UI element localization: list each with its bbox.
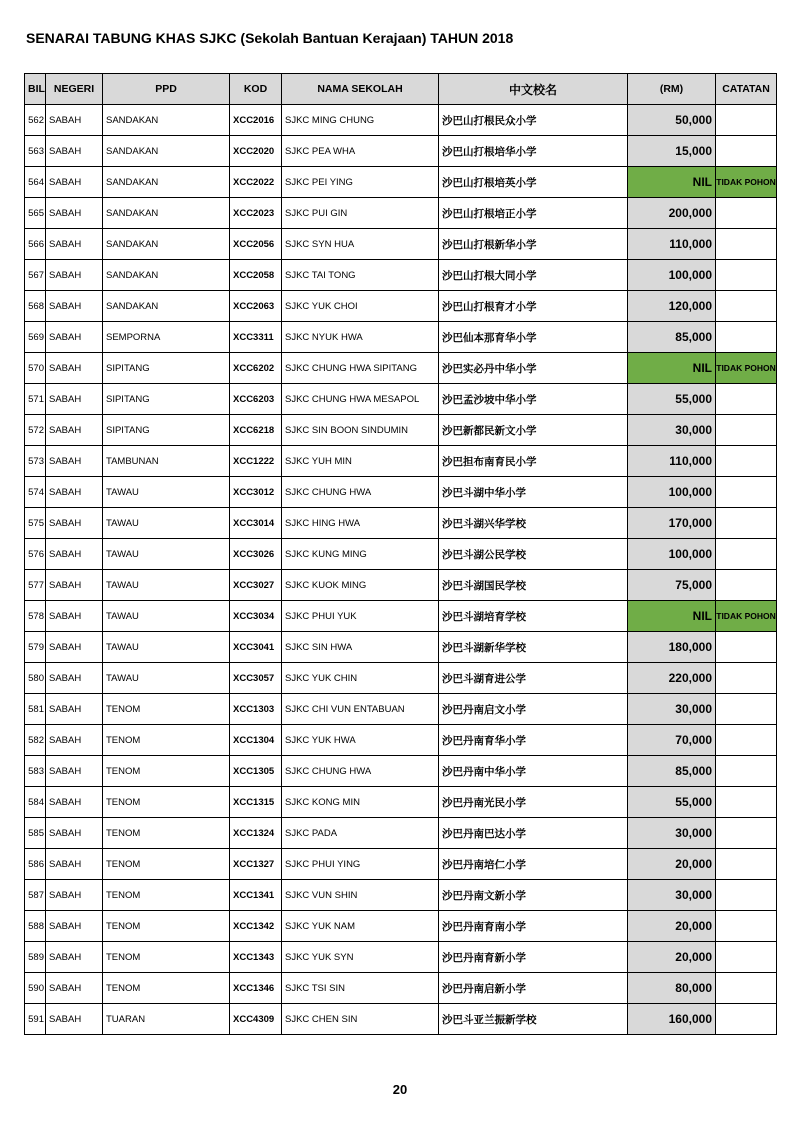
cell-ppd: TAWAU [103, 539, 230, 570]
cell-nama-sekolah: SJKC SIN BOON SINDUMIN [282, 415, 439, 446]
cell-amount: 200,000 [628, 198, 716, 229]
cell-amount: 30,000 [628, 880, 716, 911]
table-row [25, 136, 777, 167]
cell-negeri: SABAH [46, 725, 103, 756]
cell-kod: XCC1343 [230, 942, 282, 973]
cell-kod: XCC3014 [230, 508, 282, 539]
table-row [25, 694, 777, 725]
cell-bil: 570 [25, 353, 46, 384]
cell-negeri: SABAH [46, 291, 103, 322]
cell-amount: 20,000 [628, 849, 716, 880]
cell-ppd: TAWAU [103, 632, 230, 663]
cell-nama-sekolah: SJKC CHI VUN ENTABUAN [282, 694, 439, 725]
table-row [25, 725, 777, 756]
cell-ppd: TAWAU [103, 601, 230, 632]
cell-catatan [716, 911, 777, 942]
cell-negeri: SABAH [46, 415, 103, 446]
cell-chinese-name: 沙巴丹南育华小学 [439, 725, 628, 756]
cell-ppd: SANDAKAN [103, 167, 230, 198]
cell-bil: 588 [25, 911, 46, 942]
cell-catatan [716, 508, 777, 539]
table-row [25, 756, 777, 787]
cell-nama-sekolah: SJKC KONG MIN [282, 787, 439, 818]
cell-bil: 590 [25, 973, 46, 1004]
cell-catatan: TIDAK POHON [716, 601, 777, 632]
cell-catatan [716, 942, 777, 973]
cell-amount: 120,000 [628, 291, 716, 322]
cell-catatan [716, 1004, 777, 1035]
table-row [25, 570, 777, 601]
cell-kod: XCC3026 [230, 539, 282, 570]
cell-amount: 75,000 [628, 570, 716, 601]
cell-chinese-name: 沙巴斗湖中华小学 [439, 477, 628, 508]
cell-ppd: TAMBUNAN [103, 446, 230, 477]
cell-catatan [716, 818, 777, 849]
cell-kod: XCC6202 [230, 353, 282, 384]
cell-chinese-name: 沙巴山打根大同小学 [439, 260, 628, 291]
cell-amount: 100,000 [628, 260, 716, 291]
cell-ppd: SANDAKAN [103, 198, 230, 229]
cell-amount: 220,000 [628, 663, 716, 694]
cell-chinese-name: 沙巴山打根培正小学 [439, 198, 628, 229]
col-header-bil: BIL [25, 74, 46, 105]
cell-nama-sekolah: SJKC CHUNG HWA [282, 477, 439, 508]
table-row [25, 1004, 777, 1035]
cell-ppd: TAWAU [103, 663, 230, 694]
cell-bil: 584 [25, 787, 46, 818]
cell-bil: 586 [25, 849, 46, 880]
cell-catatan [716, 291, 777, 322]
cell-chinese-name: 沙巴担布南育民小学 [439, 446, 628, 477]
cell-amount: 20,000 [628, 942, 716, 973]
cell-kod: XCC2063 [230, 291, 282, 322]
table-row [25, 353, 777, 384]
cell-ppd: SIPITANG [103, 415, 230, 446]
cell-negeri: SABAH [46, 136, 103, 167]
cell-bil: 568 [25, 291, 46, 322]
cell-catatan [716, 787, 777, 818]
cell-negeri: SABAH [46, 260, 103, 291]
cell-kod: XCC3311 [230, 322, 282, 353]
table-row [25, 942, 777, 973]
cell-amount: 55,000 [628, 384, 716, 415]
table-row [25, 818, 777, 849]
cell-kod: XCC1303 [230, 694, 282, 725]
cell-amount: NIL [628, 601, 716, 632]
cell-amount: 100,000 [628, 539, 716, 570]
cell-catatan [716, 694, 777, 725]
cell-catatan [716, 384, 777, 415]
cell-nama-sekolah: SJKC CHUNG HWA MESAPOL [282, 384, 439, 415]
table-row [25, 322, 777, 353]
cell-bil: 576 [25, 539, 46, 570]
cell-nama-sekolah: SJKC YUK CHOI [282, 291, 439, 322]
cell-negeri: SABAH [46, 818, 103, 849]
cell-negeri: SABAH [46, 601, 103, 632]
cell-negeri: SABAH [46, 694, 103, 725]
cell-bil: 575 [25, 508, 46, 539]
cell-nama-sekolah: SJKC KUNG MING [282, 539, 439, 570]
table-row [25, 508, 777, 539]
cell-chinese-name: 沙巴斗湖兴华学校 [439, 508, 628, 539]
cell-bil: 585 [25, 818, 46, 849]
cell-amount: 110,000 [628, 446, 716, 477]
cell-catatan [716, 136, 777, 167]
cell-bil: 581 [25, 694, 46, 725]
cell-chinese-name: 沙巴斗亚兰振新学校 [439, 1004, 628, 1035]
cell-negeri: SABAH [46, 663, 103, 694]
cell-kod: XCC3034 [230, 601, 282, 632]
cell-bil: 587 [25, 880, 46, 911]
cell-ppd: TAWAU [103, 477, 230, 508]
cell-catatan [716, 415, 777, 446]
cell-nama-sekolah: SJKC PADA [282, 818, 439, 849]
cell-negeri: SABAH [46, 539, 103, 570]
table-row [25, 911, 777, 942]
cell-amount: 100,000 [628, 477, 716, 508]
cell-catatan [716, 880, 777, 911]
cell-nama-sekolah: SJKC TSI SIN [282, 973, 439, 1004]
table-row [25, 880, 777, 911]
cell-negeri: SABAH [46, 446, 103, 477]
cell-catatan [716, 446, 777, 477]
cell-catatan [716, 539, 777, 570]
cell-bil: 562 [25, 105, 46, 136]
cell-kod: XCC6218 [230, 415, 282, 446]
cell-negeri: SABAH [46, 508, 103, 539]
cell-nama-sekolah: SJKC PHUI YING [282, 849, 439, 880]
cell-ppd: SANDAKAN [103, 260, 230, 291]
cell-bil: 579 [25, 632, 46, 663]
cell-nama-sekolah: SJKC MING CHUNG [282, 105, 439, 136]
cell-kod: XCC2022 [230, 167, 282, 198]
cell-chinese-name: 沙巴丹南文新小学 [439, 880, 628, 911]
cell-bil: 563 [25, 136, 46, 167]
cell-bil: 565 [25, 198, 46, 229]
cell-ppd: TENOM [103, 942, 230, 973]
table-row [25, 415, 777, 446]
table-row [25, 601, 777, 632]
cell-ppd: TAWAU [103, 508, 230, 539]
page-title: SENARAI TABUNG KHAS SJKC (Sekolah Bantuan Kerajaan) TAHUN 2018 [26, 30, 514, 46]
col-header-negeri: NEGERI [46, 74, 103, 105]
cell-kod: XCC2058 [230, 260, 282, 291]
cell-negeri: SABAH [46, 973, 103, 1004]
col-header-catatan: CATATAN [716, 74, 777, 105]
cell-kod: XCC1304 [230, 725, 282, 756]
cell-bil: 583 [25, 756, 46, 787]
cell-nama-sekolah: SJKC CHUNG HWA SIPITANG [282, 353, 439, 384]
cell-bil: 582 [25, 725, 46, 756]
cell-negeri: SABAH [46, 167, 103, 198]
table-row [25, 632, 777, 663]
cell-bil: 571 [25, 384, 46, 415]
col-header-kod: KOD [230, 74, 282, 105]
table-row [25, 198, 777, 229]
cell-kod: XCC1324 [230, 818, 282, 849]
cell-negeri: SABAH [46, 911, 103, 942]
cell-kod: XCC1305 [230, 756, 282, 787]
cell-amount: NIL [628, 167, 716, 198]
cell-amount: NIL [628, 353, 716, 384]
cell-ppd: TAWAU [103, 570, 230, 601]
cell-bil: 572 [25, 415, 46, 446]
cell-negeri: SABAH [46, 632, 103, 663]
table-row [25, 973, 777, 1004]
table-row [25, 384, 777, 415]
cell-ppd: TENOM [103, 787, 230, 818]
table-row [25, 446, 777, 477]
cell-nama-sekolah: SJKC CHUNG HWA [282, 756, 439, 787]
cell-chinese-name: 沙巴山打根民众小学 [439, 105, 628, 136]
cell-amount: 170,000 [628, 508, 716, 539]
cell-chinese-name: 沙巴斗湖国民学校 [439, 570, 628, 601]
cell-chinese-name: 沙巴山打根培华小学 [439, 136, 628, 167]
cell-bil: 566 [25, 229, 46, 260]
col-header-nama-sekolah: NAMA SEKOLAH [282, 74, 439, 105]
cell-catatan [716, 973, 777, 1004]
page-number: 20 [392, 1082, 408, 1097]
cell-catatan [716, 756, 777, 787]
table-row [25, 663, 777, 694]
cell-catatan: TIDAK POHON [716, 353, 777, 384]
cell-kod: XCC1327 [230, 849, 282, 880]
cell-ppd: TENOM [103, 725, 230, 756]
cell-negeri: SABAH [46, 570, 103, 601]
col-header-amount: (RM) [628, 74, 716, 105]
cell-negeri: SABAH [46, 353, 103, 384]
cell-nama-sekolah: SJKC PEI YING [282, 167, 439, 198]
cell-negeri: SABAH [46, 322, 103, 353]
cell-negeri: SABAH [46, 787, 103, 818]
cell-bil: 591 [25, 1004, 46, 1035]
cell-nama-sekolah: SJKC YUK HWA [282, 725, 439, 756]
cell-negeri: SABAH [46, 105, 103, 136]
cell-amount: 15,000 [628, 136, 716, 167]
table-row [25, 260, 777, 291]
cell-nama-sekolah: SJKC PHUI YUK [282, 601, 439, 632]
cell-nama-sekolah: SJKC VUN SHIN [282, 880, 439, 911]
cell-kod: XCC1342 [230, 911, 282, 942]
cell-catatan: TIDAK POHON [716, 167, 777, 198]
cell-ppd: SEMPORNA [103, 322, 230, 353]
cell-ppd: SANDAKAN [103, 229, 230, 260]
cell-nama-sekolah: SJKC KUOK MING [282, 570, 439, 601]
table-row [25, 167, 777, 198]
cell-chinese-name: 沙巴丹南巴达小学 [439, 818, 628, 849]
cell-kod: XCC1222 [230, 446, 282, 477]
cell-chinese-name: 沙巴丹南育新小学 [439, 942, 628, 973]
cell-ppd: TENOM [103, 756, 230, 787]
cell-nama-sekolah: SJKC PEA WHA [282, 136, 439, 167]
cell-amount: 20,000 [628, 911, 716, 942]
cell-nama-sekolah: SJKC TAI TONG [282, 260, 439, 291]
school-fund-table [24, 73, 777, 1035]
cell-bil: 577 [25, 570, 46, 601]
cell-amount: 70,000 [628, 725, 716, 756]
cell-bil: 580 [25, 663, 46, 694]
cell-kod: XCC6203 [230, 384, 282, 415]
table-header-row [25, 74, 777, 105]
cell-bil: 574 [25, 477, 46, 508]
cell-ppd: SANDAKAN [103, 136, 230, 167]
cell-bil: 573 [25, 446, 46, 477]
cell-chinese-name: 沙巴丹南育南小学 [439, 911, 628, 942]
cell-ppd: TENOM [103, 880, 230, 911]
cell-ppd: SANDAKAN [103, 291, 230, 322]
cell-negeri: SABAH [46, 1004, 103, 1035]
cell-chinese-name: 沙巴斗湖公民学校 [439, 539, 628, 570]
cell-catatan [716, 229, 777, 260]
cell-kod: XCC3041 [230, 632, 282, 663]
cell-bil: 578 [25, 601, 46, 632]
cell-kod: XCC1346 [230, 973, 282, 1004]
cell-nama-sekolah: SJKC PUI GIN [282, 198, 439, 229]
cell-kod: XCC2023 [230, 198, 282, 229]
cell-kod: XCC2016 [230, 105, 282, 136]
cell-negeri: SABAH [46, 198, 103, 229]
cell-chinese-name: 沙巴斗湖育进公学 [439, 663, 628, 694]
cell-negeri: SABAH [46, 880, 103, 911]
cell-negeri: SABAH [46, 849, 103, 880]
cell-chinese-name: 沙巴丹南启新小学 [439, 973, 628, 1004]
cell-amount: 30,000 [628, 694, 716, 725]
cell-kod: XCC2056 [230, 229, 282, 260]
cell-nama-sekolah: SJKC NYUK HWA [282, 322, 439, 353]
cell-catatan [716, 477, 777, 508]
cell-negeri: SABAH [46, 477, 103, 508]
cell-chinese-name: 沙巴山打根培英小学 [439, 167, 628, 198]
cell-nama-sekolah: SJKC SIN HWA [282, 632, 439, 663]
cell-ppd: SIPITANG [103, 384, 230, 415]
cell-amount: 85,000 [628, 322, 716, 353]
cell-chinese-name: 沙巴丹南培仁小学 [439, 849, 628, 880]
cell-nama-sekolah: SJKC SYN HUA [282, 229, 439, 260]
cell-chinese-name: 沙巴山打根新华小学 [439, 229, 628, 260]
cell-bil: 567 [25, 260, 46, 291]
cell-nama-sekolah: SJKC YUK SYN [282, 942, 439, 973]
cell-negeri: SABAH [46, 942, 103, 973]
cell-chinese-name: 沙巴实必丹中华小学 [439, 353, 628, 384]
cell-nama-sekolah: SJKC HING HWA [282, 508, 439, 539]
cell-kod: XCC1341 [230, 880, 282, 911]
cell-ppd: TENOM [103, 849, 230, 880]
table-row [25, 105, 777, 136]
cell-kod: XCC3057 [230, 663, 282, 694]
cell-catatan [716, 849, 777, 880]
cell-chinese-name: 沙巴山打根育才小学 [439, 291, 628, 322]
cell-kod: XCC3012 [230, 477, 282, 508]
cell-ppd: TENOM [103, 973, 230, 1004]
cell-chinese-name: 沙巴斗湖培育学校 [439, 601, 628, 632]
cell-kod: XCC2020 [230, 136, 282, 167]
cell-catatan [716, 105, 777, 136]
cell-chinese-name: 沙巴仙本那育华小学 [439, 322, 628, 353]
table-row [25, 291, 777, 322]
cell-catatan [716, 632, 777, 663]
table-row [25, 477, 777, 508]
cell-ppd: SIPITANG [103, 353, 230, 384]
table-row [25, 787, 777, 818]
cell-chinese-name: 沙巴孟沙坡中华小学 [439, 384, 628, 415]
cell-catatan [716, 322, 777, 353]
cell-kod: XCC4309 [230, 1004, 282, 1035]
cell-amount: 180,000 [628, 632, 716, 663]
cell-chinese-name: 沙巴斗湖新华学校 [439, 632, 628, 663]
cell-catatan [716, 663, 777, 694]
cell-amount: 110,000 [628, 229, 716, 260]
cell-amount: 85,000 [628, 756, 716, 787]
col-header-chinese-name: 中文校名 [439, 74, 628, 105]
cell-ppd: TUARAN [103, 1004, 230, 1035]
cell-nama-sekolah: SJKC CHEN SIN [282, 1004, 439, 1035]
cell-catatan [716, 198, 777, 229]
cell-bil: 564 [25, 167, 46, 198]
cell-chinese-name: 沙巴丹南中华小学 [439, 756, 628, 787]
cell-amount: 30,000 [628, 415, 716, 446]
cell-nama-sekolah: SJKC YUK CHIN [282, 663, 439, 694]
cell-catatan [716, 570, 777, 601]
cell-amount: 30,000 [628, 818, 716, 849]
cell-bil: 589 [25, 942, 46, 973]
cell-catatan [716, 260, 777, 291]
table-row [25, 539, 777, 570]
cell-ppd: TENOM [103, 694, 230, 725]
cell-ppd: TENOM [103, 818, 230, 849]
cell-ppd: SANDAKAN [103, 105, 230, 136]
cell-amount: 80,000 [628, 973, 716, 1004]
cell-ppd: TENOM [103, 911, 230, 942]
table-row [25, 229, 777, 260]
cell-kod: XCC3027 [230, 570, 282, 601]
cell-bil: 569 [25, 322, 46, 353]
cell-chinese-name: 沙巴丹南启文小学 [439, 694, 628, 725]
cell-nama-sekolah: SJKC YUK NAM [282, 911, 439, 942]
cell-catatan [716, 725, 777, 756]
cell-negeri: SABAH [46, 384, 103, 415]
col-header-ppd: PPD [103, 74, 230, 105]
cell-kod: XCC1315 [230, 787, 282, 818]
cell-negeri: SABAH [46, 756, 103, 787]
cell-amount: 160,000 [628, 1004, 716, 1035]
table-body [25, 105, 777, 1035]
cell-chinese-name: 沙巴丹南光民小学 [439, 787, 628, 818]
table-row [25, 849, 777, 880]
cell-nama-sekolah: SJKC YUH MIN [282, 446, 439, 477]
cell-amount: 55,000 [628, 787, 716, 818]
cell-chinese-name: 沙巴新都民新文小学 [439, 415, 628, 446]
cell-amount: 50,000 [628, 105, 716, 136]
cell-negeri: SABAH [46, 229, 103, 260]
